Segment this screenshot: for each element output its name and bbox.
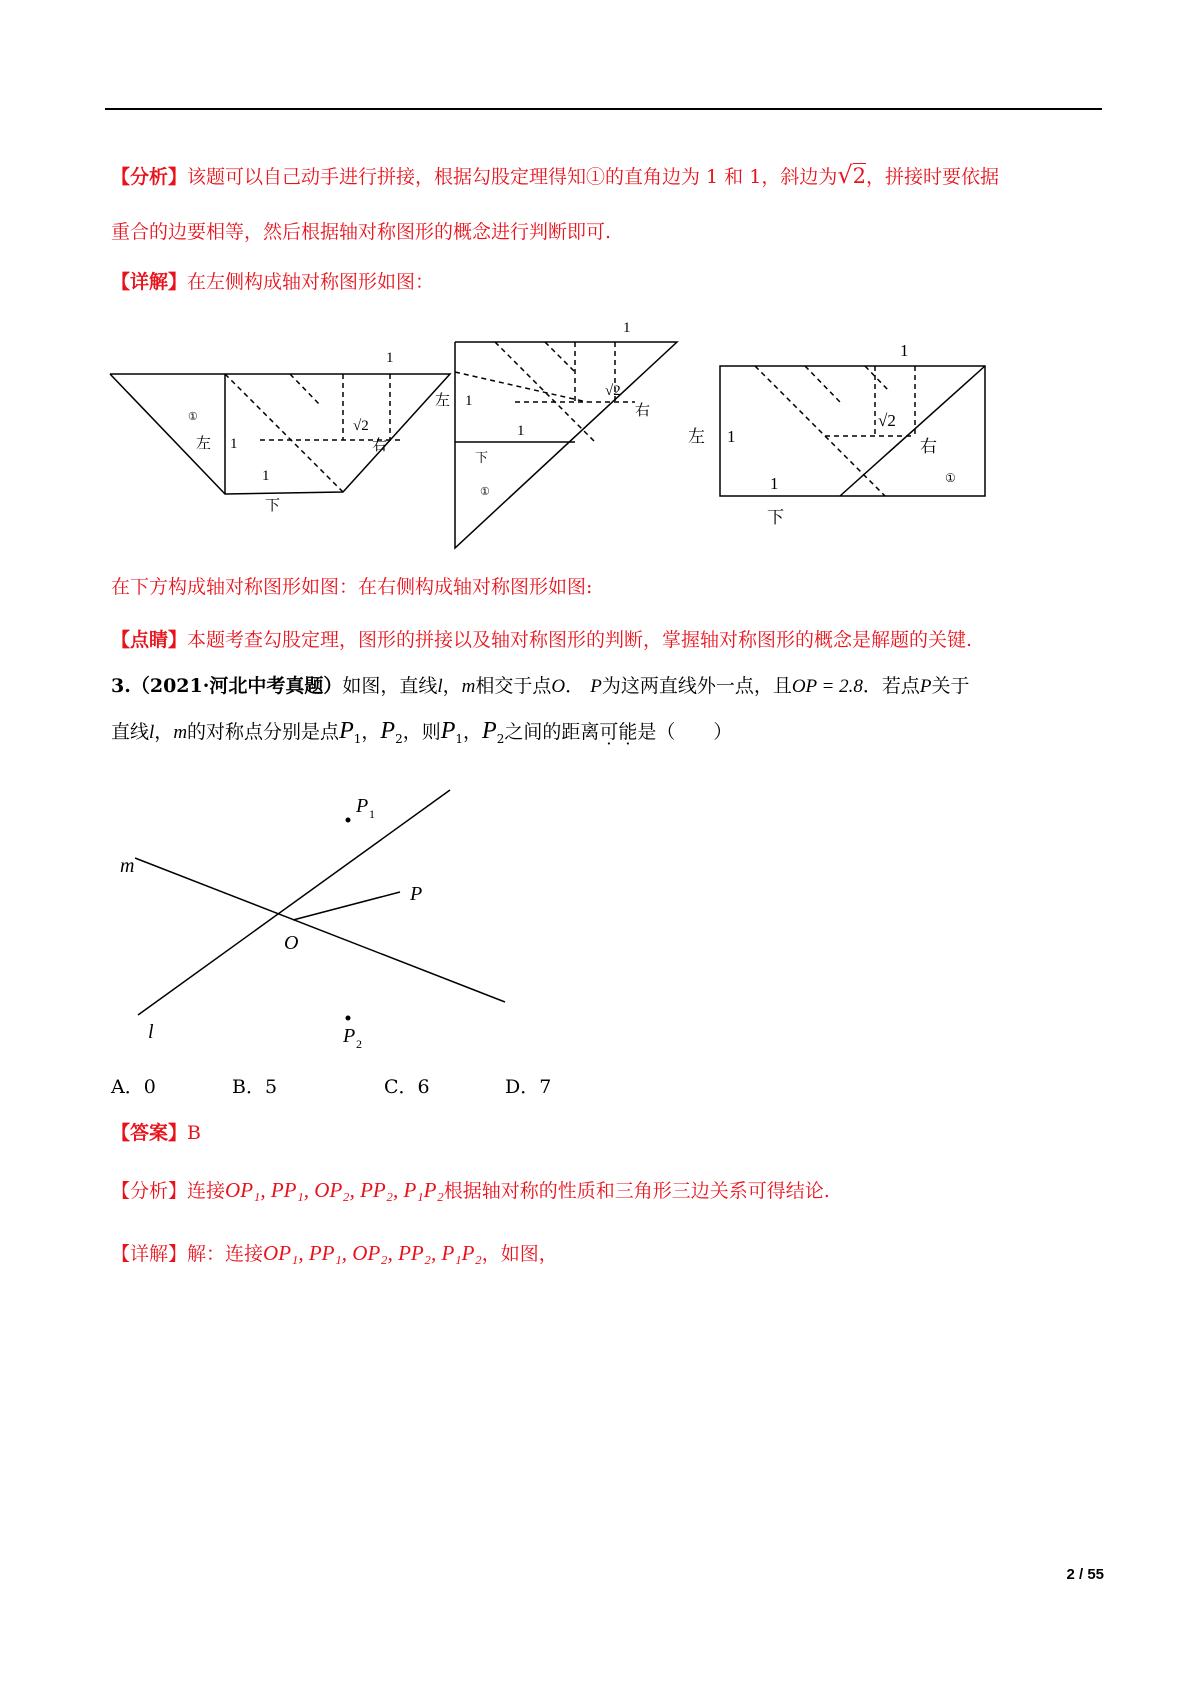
label-P: P bbox=[410, 883, 423, 905]
fig1-label-1-side: 1 bbox=[230, 436, 238, 452]
analysis-tag: 【分析】 bbox=[111, 166, 188, 188]
detail3-segments: OP₁, PP₁, OP₂, PP₂, P₁P₂ bbox=[263, 1241, 482, 1265]
q3-text-5: 关于 bbox=[931, 675, 970, 697]
q3-number: 3. bbox=[111, 675, 131, 697]
label-P1-sub: 1 bbox=[369, 807, 375, 821]
analysis3-text-1: 连接 bbox=[187, 1180, 226, 1202]
lines-diagram bbox=[110, 790, 510, 1050]
analysis-line-2: 重合的边要相等，然后根据轴对称图形的概念进行判断即可. bbox=[111, 221, 612, 243]
q3-text-8a: 之间的距离 bbox=[504, 721, 600, 743]
q3-comma-2: ， bbox=[154, 721, 174, 743]
detail3-text-1: 解：连接 bbox=[187, 1243, 264, 1265]
fig1-label-sqrt2: √2 bbox=[353, 418, 369, 434]
q3-text-7: ，则 bbox=[402, 721, 441, 743]
q3-text-3: 为这两直线外一点，且 bbox=[601, 675, 792, 697]
label-P1: P bbox=[356, 795, 369, 817]
answer-value: B bbox=[187, 1122, 201, 1144]
detail3-text-2: ，如图， bbox=[481, 1243, 558, 1265]
answer-tag: 【答案】 bbox=[111, 1122, 188, 1144]
fig2-label-down: 下 bbox=[475, 450, 489, 465]
q3-text-line2: 直线 bbox=[111, 721, 150, 743]
q3-text-4: ．若点 bbox=[862, 675, 920, 697]
detail-tag: 【详解】 bbox=[111, 271, 188, 293]
fig3-label-down: 下 bbox=[767, 508, 784, 527]
q3-P2: P bbox=[380, 718, 396, 744]
fig1-label-right: 右 bbox=[372, 438, 388, 454]
fig2-label-1-top: 1 bbox=[623, 320, 631, 336]
detail-text: 在左侧构成轴对称图形如图： bbox=[187, 271, 435, 293]
q3-comma-3: ， bbox=[361, 721, 381, 743]
sqrt-radicand: 2 bbox=[852, 164, 866, 188]
q3-text-1: 如图，直线 bbox=[342, 675, 438, 697]
q3-P1-sub: 1 bbox=[353, 732, 362, 746]
sqrt-symbol: √ bbox=[837, 161, 853, 189]
q3-m: m bbox=[461, 676, 476, 697]
page-number: 2 / 55 bbox=[1066, 1566, 1104, 1583]
label-P2: P bbox=[343, 1025, 356, 1047]
label-m: m bbox=[120, 855, 135, 877]
fig3-label-sqrt2: √2 bbox=[878, 411, 896, 430]
fig3-label-circle1: ① bbox=[945, 471, 956, 485]
point-tag: 【点睛】 bbox=[111, 629, 188, 651]
fig1-label-down: 下 bbox=[265, 498, 281, 514]
analysis-line-1 bbox=[111, 162, 999, 190]
analysis3-segments: OP₁, PP₁, OP₂, PP₂, P₁P₂ bbox=[225, 1178, 444, 1202]
analysis3-text-2: 根据轴对称的性质和三角形三边关系可得结论. bbox=[443, 1180, 830, 1202]
q3-l: l bbox=[437, 676, 443, 697]
q3-P2-b: P bbox=[482, 718, 497, 744]
q3-text-8b: 可 bbox=[599, 721, 619, 743]
q3-line-1 bbox=[111, 673, 970, 700]
fig3-label-1-bottom: 1 bbox=[770, 474, 779, 493]
analysis3-tag: 【分析】 bbox=[111, 1180, 188, 1202]
fig2-label-right: 右 bbox=[635, 403, 651, 419]
q3-dot: ． bbox=[565, 675, 585, 697]
fig3-label-1-side: 1 bbox=[727, 427, 736, 446]
fig3-label-left: 左 bbox=[688, 427, 705, 446]
detail-line-1 bbox=[111, 269, 434, 295]
option-a[interactable]: A．0 bbox=[111, 1076, 156, 1098]
fig2-label-1-mid: 1 bbox=[517, 423, 525, 439]
q3-P1: P bbox=[339, 718, 354, 744]
header-rule bbox=[105, 108, 1102, 110]
caption-line: 在下方构成轴对称图形如图：在右侧构成轴对称图形如图: bbox=[111, 576, 593, 598]
fig1-label-1-bottom: 1 bbox=[262, 468, 270, 484]
q3-P2-sub: 2 bbox=[395, 732, 403, 746]
option-d[interactable]: D．7 bbox=[505, 1076, 552, 1098]
point-P2-dot bbox=[346, 1016, 351, 1021]
figure-left-assembly bbox=[110, 330, 455, 514]
fig2-label-1-side: 1 bbox=[465, 393, 473, 409]
label-l: l bbox=[148, 1021, 154, 1043]
option-c[interactable]: C．6 bbox=[384, 1076, 430, 1098]
fig1-label-circle1: ① bbox=[188, 411, 198, 423]
q3-comma-4: ， bbox=[463, 721, 483, 743]
point-line bbox=[111, 627, 972, 653]
label-P2-sub: 2 bbox=[356, 1037, 362, 1051]
fig2-label-left: 左 bbox=[435, 393, 451, 409]
figure-right-assembly bbox=[688, 330, 990, 530]
q3-text-6: 的对称点分别是点 bbox=[187, 721, 340, 743]
q3-m-2: m bbox=[173, 722, 188, 743]
q3-text-8c: 能 bbox=[618, 721, 638, 743]
q3-text-8d: 是（ ） bbox=[637, 721, 733, 743]
figure-middle-assembly bbox=[435, 310, 685, 555]
detail3-tag: 【详解】 bbox=[111, 1243, 188, 1265]
q3-comma: ， bbox=[442, 675, 462, 697]
label-O: O bbox=[284, 932, 299, 954]
q3-P: P bbox=[590, 676, 602, 697]
q3-O: O bbox=[551, 676, 566, 697]
detail3-line bbox=[111, 1240, 558, 1267]
option-b[interactable]: B．5 bbox=[232, 1076, 278, 1098]
fig2-label-sqrt2: √2 bbox=[605, 383, 621, 399]
q3-eq: OP = 2.8 bbox=[791, 676, 863, 697]
q3-P1-b: P bbox=[440, 718, 456, 744]
analysis-text-b: ，拼接时要依据 bbox=[866, 166, 1000, 188]
fig3-label-1-top: 1 bbox=[900, 341, 909, 360]
q3-text-2: 相交于点 bbox=[475, 675, 552, 697]
q3-P1-sub-b: 1 bbox=[455, 732, 464, 746]
point-text: 本题考查勾股定理，图形的拼接以及轴对称图形的判断，掌握轴对称图形的概念是解题的关键. bbox=[187, 629, 973, 651]
analysis-text-a: 该题可以自己动手进行拼接，根据勾股定理得知①的直角边为 1 和 1，斜边为 bbox=[187, 166, 838, 188]
answer-line bbox=[111, 1120, 201, 1146]
q3-l-2: l bbox=[149, 722, 155, 743]
fig1-label-1-top: 1 bbox=[386, 350, 394, 366]
q3-P-2: P bbox=[919, 676, 932, 697]
fig3-label-right: 右 bbox=[920, 437, 937, 456]
q3-P2-sub-b: 2 bbox=[496, 732, 505, 746]
q3-source: （2021·河北中考真题） bbox=[130, 675, 343, 697]
point-P1-dot bbox=[346, 818, 351, 823]
q3-line-2 bbox=[111, 718, 732, 752]
fig2-label-circle1: ① bbox=[480, 486, 490, 498]
analysis3-line bbox=[111, 1177, 830, 1204]
fig1-label-left: 左 bbox=[196, 436, 212, 452]
